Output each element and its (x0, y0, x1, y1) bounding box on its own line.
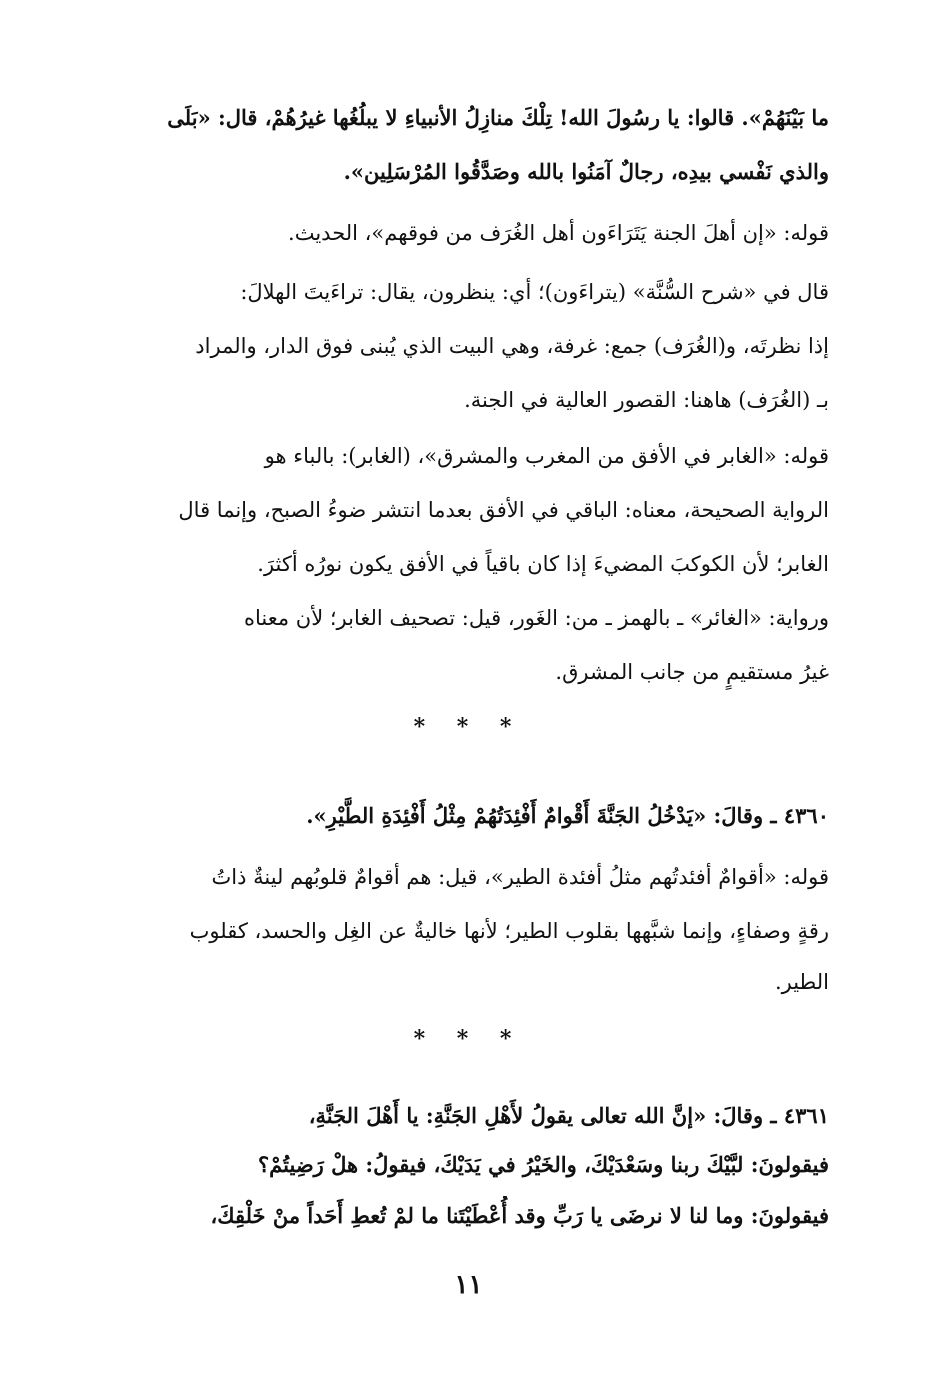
text-line: غيرُ مستقيمٍ من جانب المشرق. (555, 660, 829, 684)
text-line: الطير. (774, 970, 829, 994)
text-line: قوله: «إن أهلَ الجنة يَتَرَاءَون أهل الغُرَف من فوقهم»، الحديث. (288, 221, 829, 245)
text-line: فيقولونَ: وما لنا لا نرضَى يا رَبِّ وقد أُعْطَيْتَنا ما لمْ تُعطِ أَحَداً منْ خَلْقِكَ، (210, 1203, 829, 1228)
text-line: الغابر؛ لأن الكوكبَ المضيءَ إذا كان باقياً في الأفق يكون نورُه أكثرَ. (257, 552, 829, 576)
text-line: والذي نَفْسي بيدِه، رجالٌ آمَنُوا بالله وصَدَّقُوا المُرْسَلِين». (343, 159, 829, 184)
page-number: ١١ (454, 1270, 483, 1300)
text-line: ما بَيْنَهُمْ». قالوا: يا رسُولَ الله! تِلْكَ منازِلُ الأنبياءِ لا يبلُغُها غيرُهُمْ، قال: «بَلَى (167, 105, 829, 130)
text-line: قوله: «الغابر في الأفق من المغرب والمشرق»، (الغابر): بالباء هو (264, 444, 829, 468)
section-separator: * * * (413, 714, 524, 740)
text-line: قوله: «أقوامٌ أفئدتُهم مثلُ أفئدة الطير»، قيل: هم أقوامٌ قلوبُهم لينةٌ ذاتُ (211, 865, 829, 889)
text-line: بـ (الغُرَف) هاهنا: القصور العالية في الجنة. (464, 388, 829, 412)
hadith-heading: ٤٣٦١ ـ وقالَ: «إنَّ الله تعالى يقولُ لأَهْلِ الجَنَّةِ: يا أَهْلَ الجَنَّةِ، (308, 1103, 829, 1128)
text-line: رقةٍ وصفاءٍ، وإنما شبَّهها بقلوب الطير؛ لأنها خاليةٌ عن الغِل والحسد، كقلوب (189, 919, 829, 943)
text-line: قال في «شرح السُّنَّة» (يتراءَون)؛ أي: ينظرون، يقال: تراءَيتَ الهلالَ: (240, 280, 829, 304)
hadith-heading: ٤٣٦٠ ـ وقالَ: «يَدْخُلُ الجَنَّةَ أَقْوامٌ أَفْئِدَتُهُمْ مِثْلُ أَفْئِدَةِ الطَّيْرِ». (306, 803, 829, 828)
text-line: ورواية: «الغائر» ـ بالهمز ـ من: الغَور، قيل: تصحيف الغابر؛ لأن معناه (244, 606, 829, 630)
text-line: إذا نظرتَه، و(الغُرَف) جمع: غرفة، وهي البيت الذي يُبنى فوق الدار، والمراد (195, 334, 829, 358)
text-line: الرواية الصحيحة، معناه: الباقي في الأفق بعدما انتشر ضوءُ الصبح، وإنما قال (178, 498, 829, 522)
section-separator: * * * (413, 1026, 524, 1052)
text-line: فيقولونَ: لبَّيْكَ ربنا وسَعْدَيْكَ، والخَيْرُ في يَدَيْكَ، فيقولُ: هلْ رَضِيتُمْ؟ (258, 1152, 829, 1177)
